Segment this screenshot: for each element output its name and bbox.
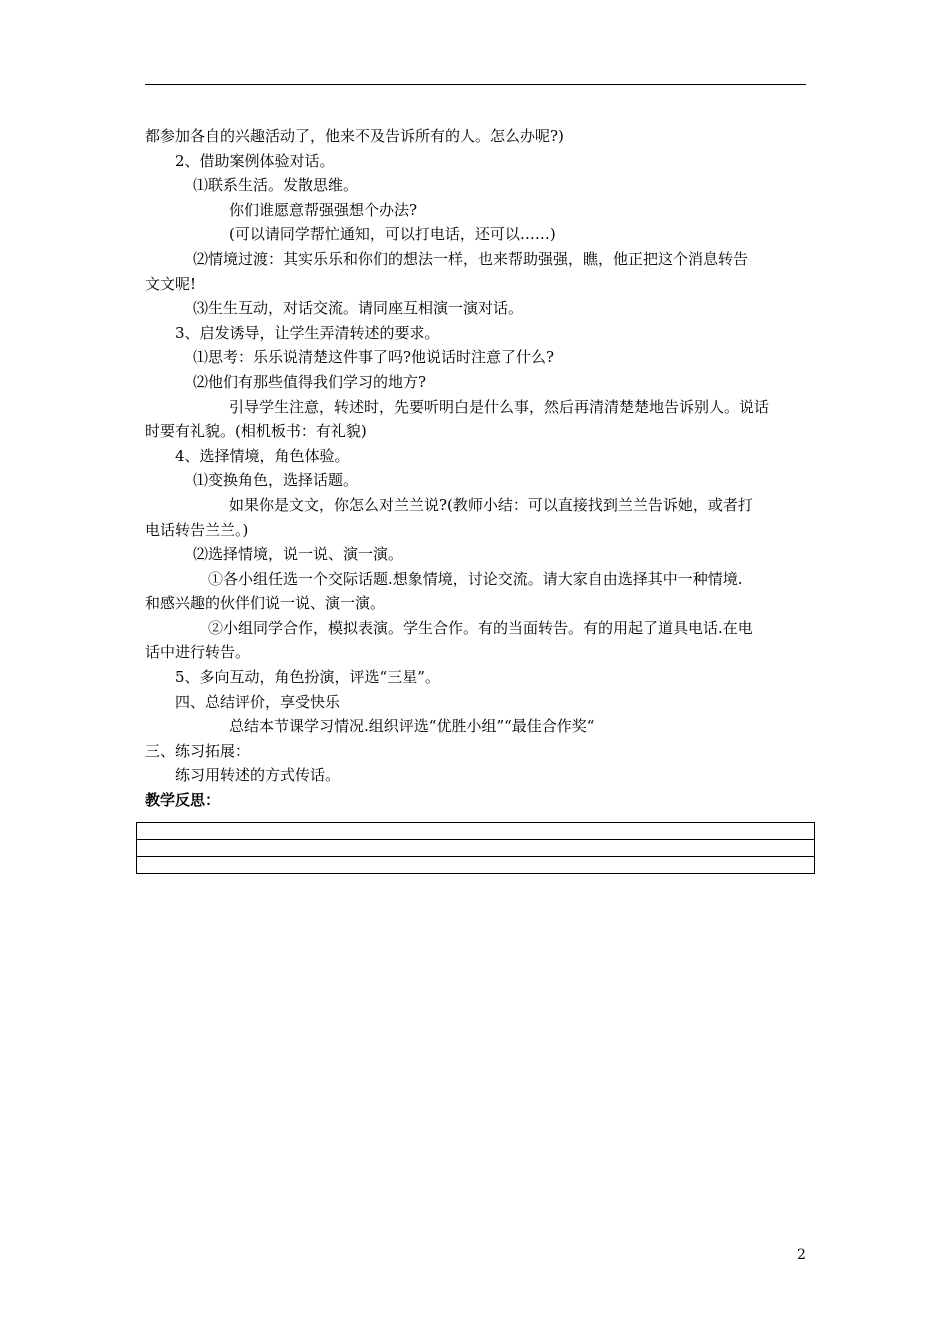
paragraph: ②小组同学合作，模拟表演。学生合作。有的当面转告。有的用起了道具电话.在电 [208,618,753,637]
paragraph: 和感兴趣的伙伴们说一说、演一演。 [145,594,386,613]
paragraph: 总结本节课学习情况.组织评选“优胜小组”“最佳合作奖“ [229,717,595,736]
paragraph: 电话转告兰兰。) [145,520,249,539]
paragraph: (可以请同学帮忙通知，可以打电话，还可以……) [229,225,556,244]
paragraph: 都参加各自的兴趣活动了，他来不及告诉所有的人。怎么办呢?) [145,127,564,145]
paragraph: 文文呢! [145,274,197,293]
paragraph: ①各小组任选一个交际话题.想象情境，讨论交流。请大家自由选择其中一种情境. [208,569,743,588]
paragraph: 4、选择情境，角色体验。 [175,446,350,465]
paragraph: ⑴联系生活。发散思维。 [193,176,359,195]
paragraph: 如果你是文文，你怎么对兰兰说?(教师小结：可以直接找到兰兰告诉她，或者打 [229,495,753,514]
header-rule [145,84,806,85]
paragraph: 3、启发诱导，让学生弄清转述的要求。 [175,323,440,342]
reflection-cell[interactable] [137,840,815,857]
paragraph: 2、借助案例体验对话。 [175,151,335,170]
paragraph: ⑵他们有那些值得我们学习的地方? [193,372,427,391]
page-number: 2 [797,1247,806,1263]
reflection-row [137,840,815,857]
paragraph: 5、多向互动，角色扮演，评选“三星”。 [175,668,440,687]
paragraph: 你们谁愿意帮强强想个办法? [229,200,418,219]
paragraph: 三、练习拓展： [145,741,251,760]
reflection-row [137,823,815,840]
paragraph: ⑶生生互动，对话交流。请同座互相演一演对话。 [193,299,524,318]
paragraph: 时要有礼貌。(相机板书：有礼貌) [145,422,367,441]
paragraph: 话中进行转告。 [145,643,251,662]
paragraph: ⑵选择情境，说一说、演一演。 [193,545,404,564]
document-body [145,124,810,813]
paragraph: 四、总结评价，享受快乐 [175,692,341,711]
paragraph: ⑴变换角色，选择话题。 [193,471,359,490]
reflection-cell[interactable] [137,823,815,840]
paragraph: 引导学生注意，转述时，先要听明白是什么事，然后再清清楚楚地告诉别人。说话 [229,397,770,416]
reflection-heading: 教学反思： [145,791,221,810]
reflection-row [137,857,815,874]
reflection-table [136,822,815,874]
paragraph: 练习用转述的方式传话。 [175,766,341,785]
reflection-cell[interactable] [137,857,815,874]
paragraph: ⑵情境过渡：其实乐乐和你们的想法一样，也来帮助强强，瞧，他正把这个消息转告 [193,249,749,268]
paragraph: ⑴思考：乐乐说清楚这件事了吗?他说话时注意了什么? [193,348,555,367]
